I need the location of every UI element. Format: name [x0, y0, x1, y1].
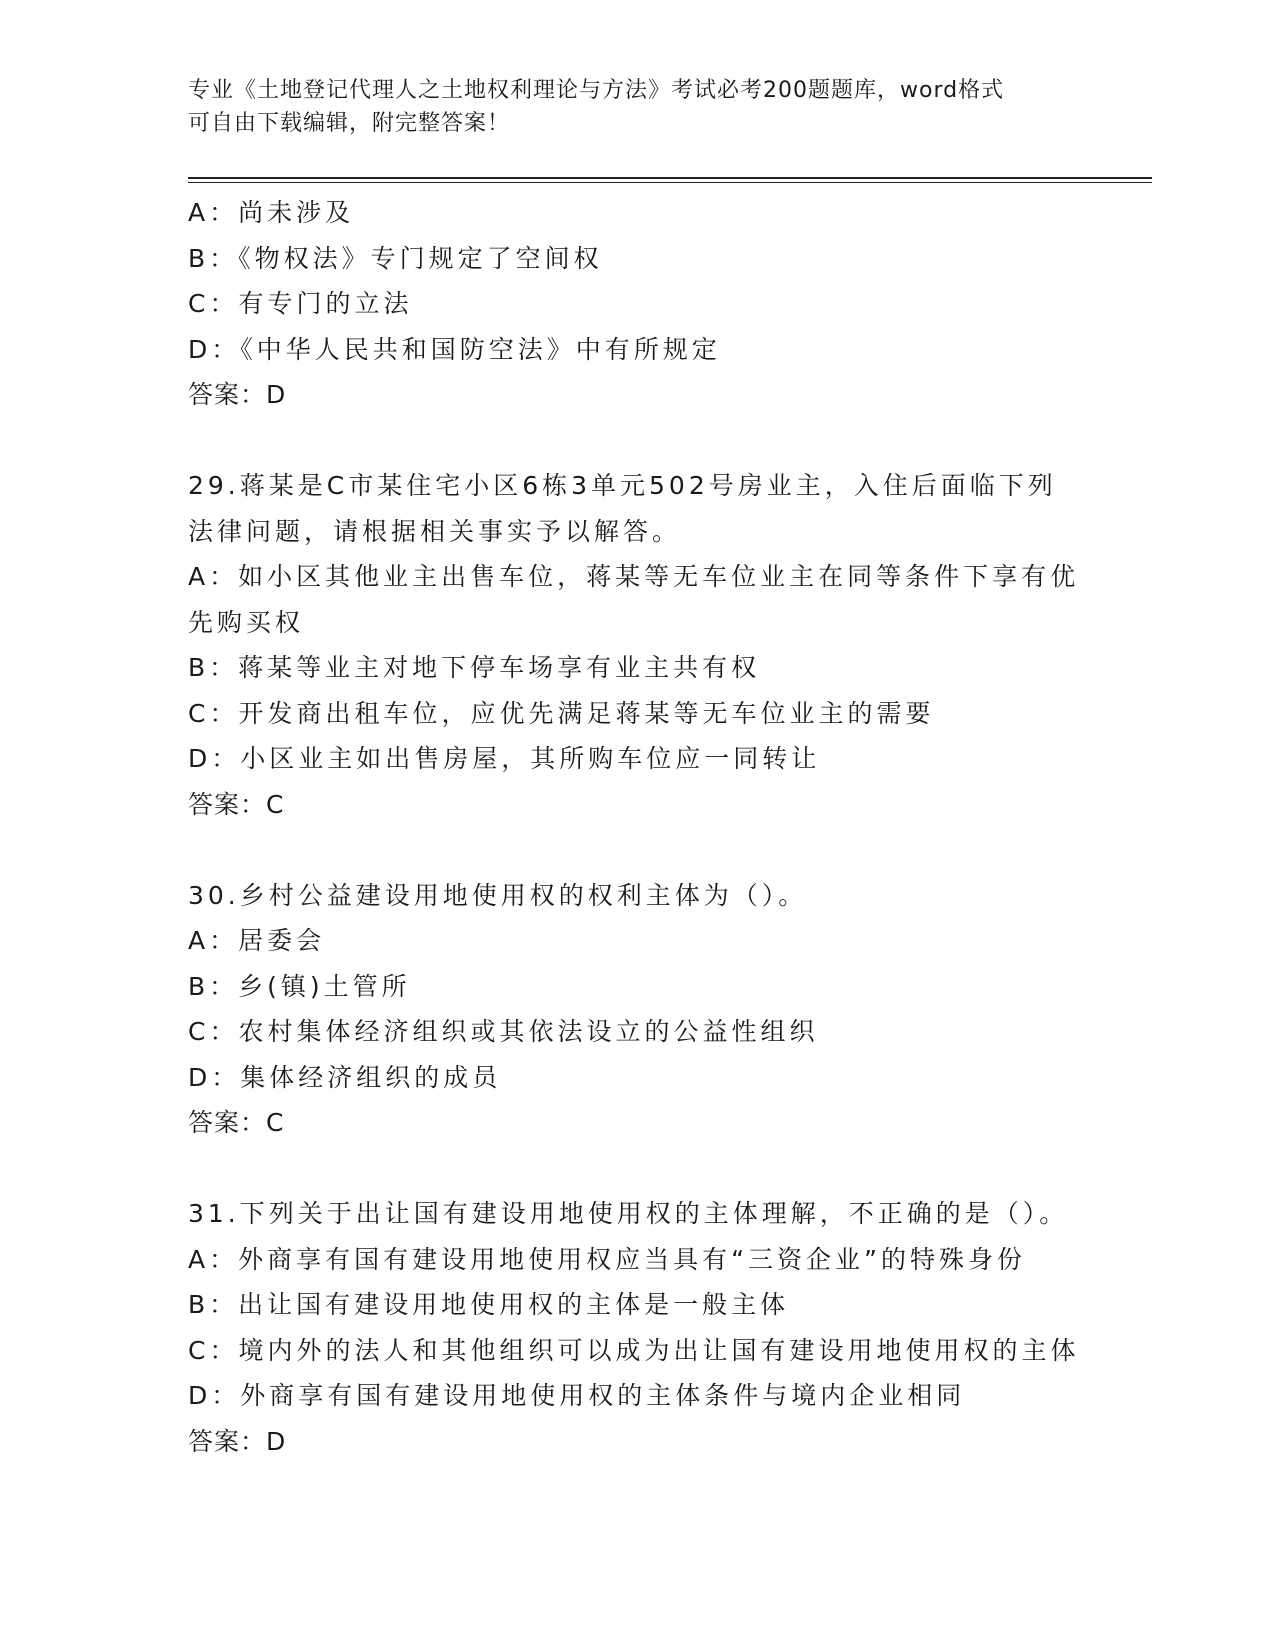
- spacer: [188, 418, 1088, 464]
- option-d: D：集体经济组织的成员: [188, 1062, 502, 1092]
- option-a: A：尚未涉及: [188, 198, 355, 227]
- header-divider-thin: [188, 182, 1152, 183]
- option-c: C：农村集体经济组织或其依法设立的公益性组织: [188, 1017, 819, 1046]
- question-list: [188, 190, 1088, 1464]
- question-stem-continued: 法律问题，请根据相关事实予以解答。: [188, 516, 682, 546]
- header-divider-thick: [188, 177, 1152, 179]
- option-b: B：蒋某等业主对地下停车场享有业主共有权: [188, 653, 761, 682]
- option-c: C：有专门的立法: [188, 289, 413, 318]
- option-d: D：外商享有国有建设用地使用权的主体条件与境内企业相同: [188, 1381, 966, 1410]
- option-d: D：小区业主如出售房屋，其所购车位应一同转让: [188, 744, 821, 773]
- option-b: B：出让国有建设用地使用权的主体是一般主体: [188, 1290, 790, 1319]
- spacer: [188, 827, 1088, 873]
- question-30: [188, 873, 1088, 1146]
- option-a: A：如小区其他业主出售车位，蒋某等无车位业主在同等条件下享有优: [188, 562, 1080, 591]
- answer: 答案：C: [188, 1108, 285, 1137]
- question-28: [188, 190, 1088, 418]
- question-stem: 31.下列关于出让国有建设用地使用权的主体理解，不正确的是（）。: [188, 1199, 1069, 1228]
- answer: 答案：D: [188, 380, 287, 409]
- option-a-continued: 先购买权: [188, 607, 305, 637]
- question-31: [188, 1191, 1088, 1464]
- option-a: A：居委会: [188, 926, 326, 955]
- header-line-1: 专业《土地登记代理人之土地权利理论与方法》考试必考200题题库，word格式: [188, 78, 1005, 103]
- option-a: A：外商享有国有建设用地使用权应当具有“三资企业”的特殊身份: [188, 1244, 1027, 1274]
- header-line-2: 可自由下载编辑，附完整答案！: [188, 111, 511, 136]
- question-stem: 29.蒋某是C市某住宅小区6栋3单元502号房业主，入住后面临下列: [188, 471, 1057, 500]
- answer: 答案：D: [188, 1426, 287, 1456]
- answer: 答案：C: [188, 789, 285, 819]
- document-header: [188, 74, 1088, 140]
- option-b: B：《物权法》专门规定了空间权: [188, 243, 603, 273]
- question-stem: 30.乡村公益建设用地使用权的权利主体为（）。: [188, 880, 808, 910]
- option-b: B：乡(镇)土管所: [188, 971, 411, 1001]
- option-d: D：《中华人民共和国防空法》中有所规定: [188, 334, 721, 364]
- option-c: C：境内外的法人和其他组织可以成为出让国有建设用地使用权的主体: [188, 1335, 1080, 1365]
- question-29: [188, 463, 1088, 827]
- spacer: [188, 1146, 1088, 1192]
- option-c: C：开发商出租车位，应优先满足蒋某等无车位业主的需要: [188, 698, 935, 728]
